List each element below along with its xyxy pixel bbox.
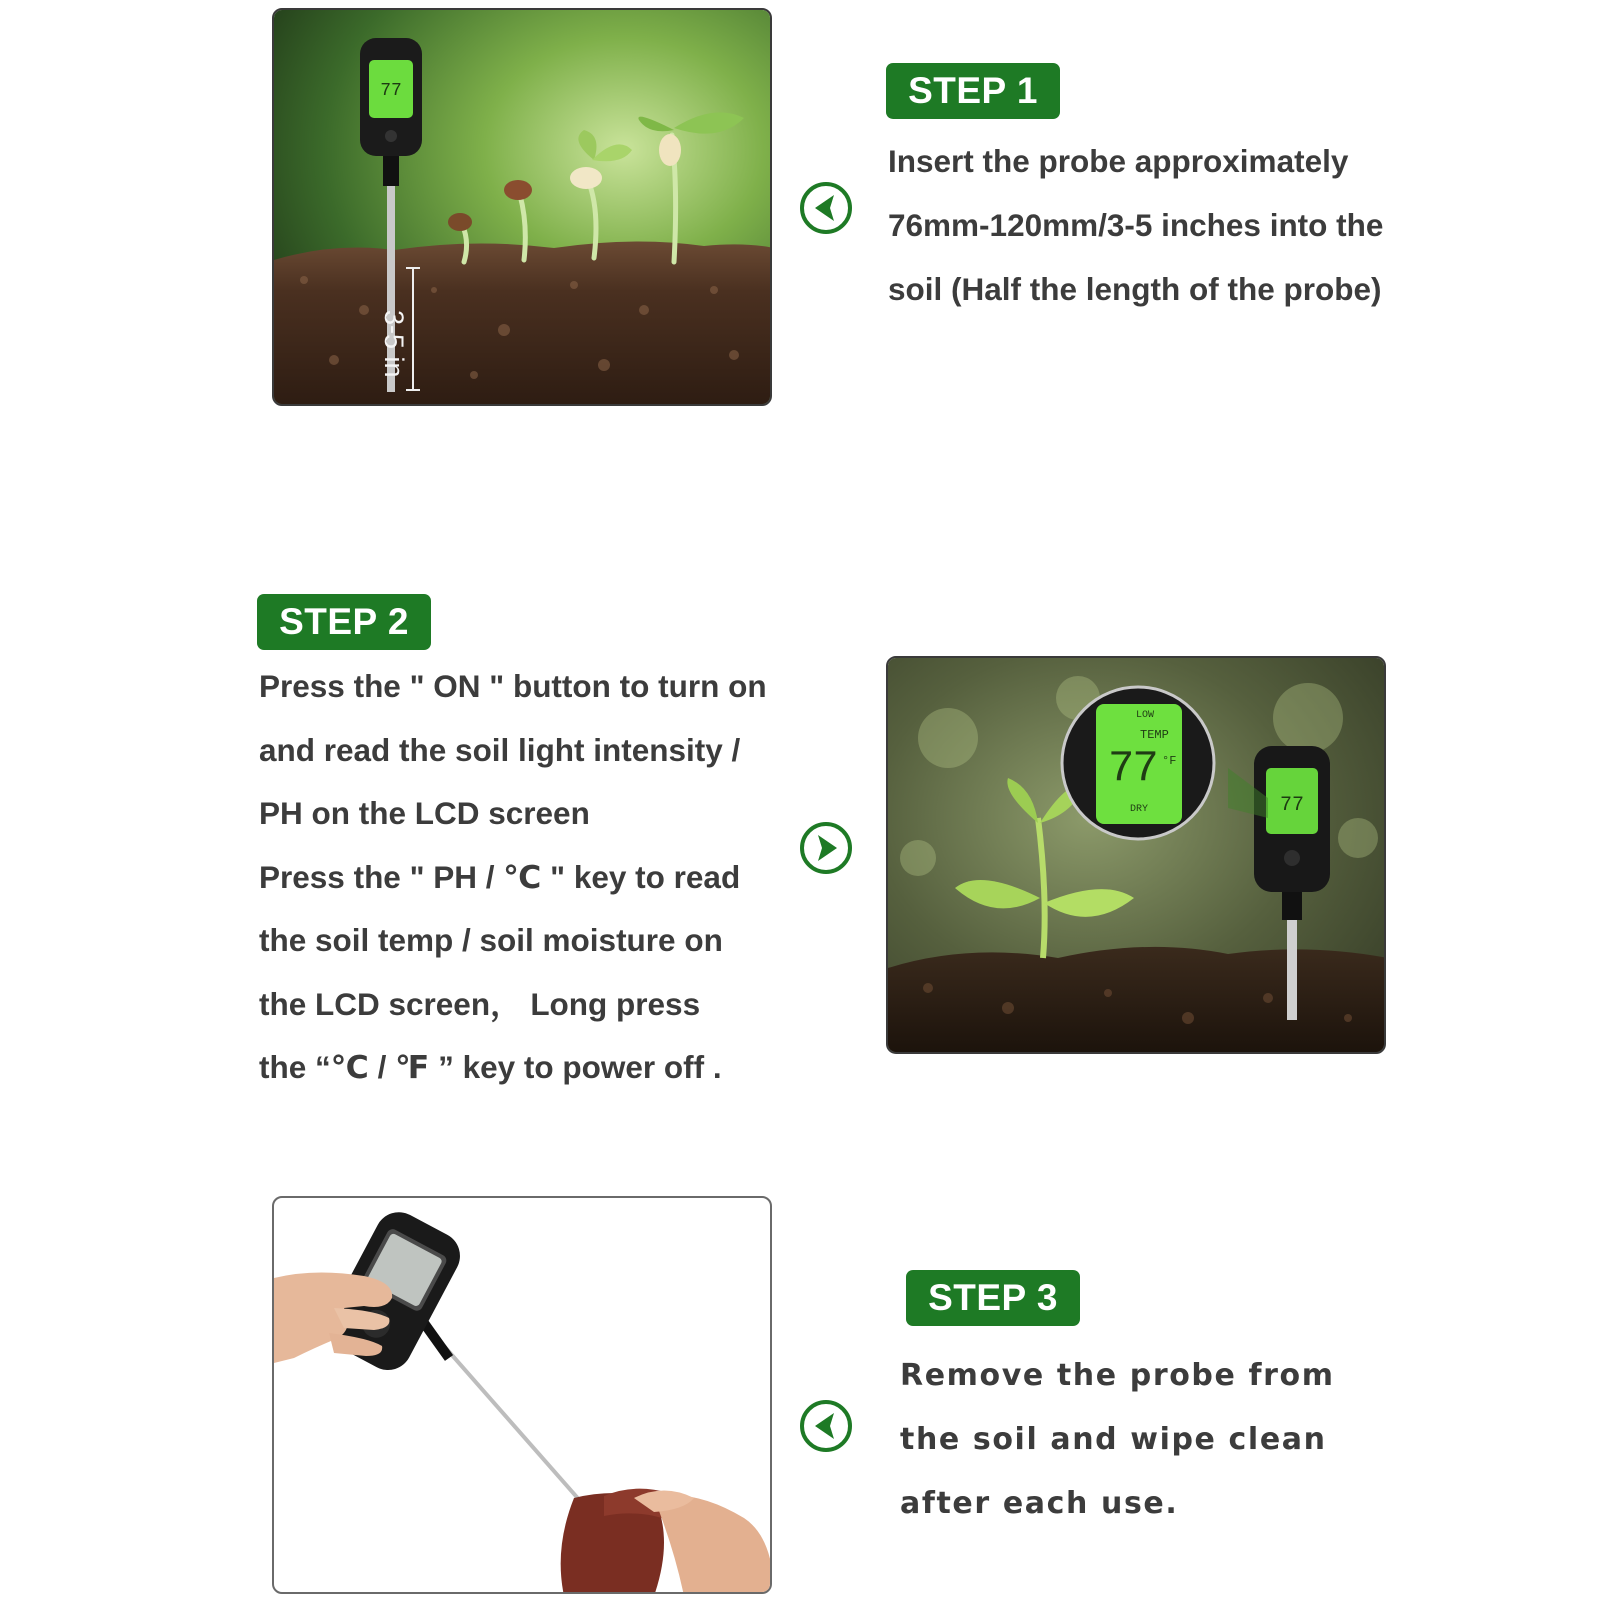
svg-text:77: 77 — [380, 81, 402, 101]
arrow-left-circle-icon — [798, 1398, 854, 1454]
step3-badge: STEP 3 — [906, 1270, 1080, 1326]
step1-photo — [272, 8, 772, 406]
step2-badge: STEP 2 — [257, 594, 431, 650]
arrow-right-circle-icon — [798, 820, 854, 876]
step2-line: the soil temp / soil moisture on — [259, 922, 723, 958]
step1-badge: STEP 1 — [886, 63, 1060, 119]
step2-text — [259, 655, 767, 1100]
step3-line: the soil and wipe clean — [900, 1422, 1327, 1457]
step3-line: after each use. — [900, 1486, 1179, 1521]
depth-label: 3-5 in — [379, 310, 409, 378]
lcd-bottom: DRY — [1130, 804, 1149, 815]
step1-line: Insert the probe approximately — [888, 143, 1349, 179]
step2-line: the LCD screen， Long press — [259, 985, 701, 1022]
step3-text — [900, 1344, 1335, 1536]
lcd-unit: °F — [1162, 754, 1177, 768]
step2-line: Press the " ON " button to turn on — [259, 668, 767, 704]
lcd-top: LOW — [1136, 710, 1155, 721]
hand-wiping-probe-illustration — [274, 1198, 772, 1594]
step1-text — [888, 129, 1383, 321]
lcd-value: 77 — [1108, 744, 1157, 794]
lcd-readout — [1096, 704, 1182, 824]
step2-line: the “℃ / ℉ ” key to power off . — [259, 1049, 722, 1085]
step2-line: Press the " PH / ℃ " key to read — [259, 858, 741, 895]
step2-photo — [886, 656, 1386, 1054]
step3-photo — [272, 1196, 772, 1594]
step2-line: PH on the LCD screen — [259, 795, 590, 831]
step1-line: soil (Half the length of the probe) — [888, 271, 1382, 307]
step3-line: Remove the probe from — [900, 1358, 1335, 1393]
step1-line: 76mm-120mm/3-5 inches into the — [888, 207, 1384, 243]
lcd-label: TEMP — [1140, 728, 1169, 742]
arrow-left-circle-icon — [798, 180, 854, 236]
seedlings-probe-illustration — [274, 10, 772, 406]
svg-text:77: 77 — [1279, 794, 1305, 817]
step2-line: and read the soil light intensity / — [259, 731, 741, 768]
